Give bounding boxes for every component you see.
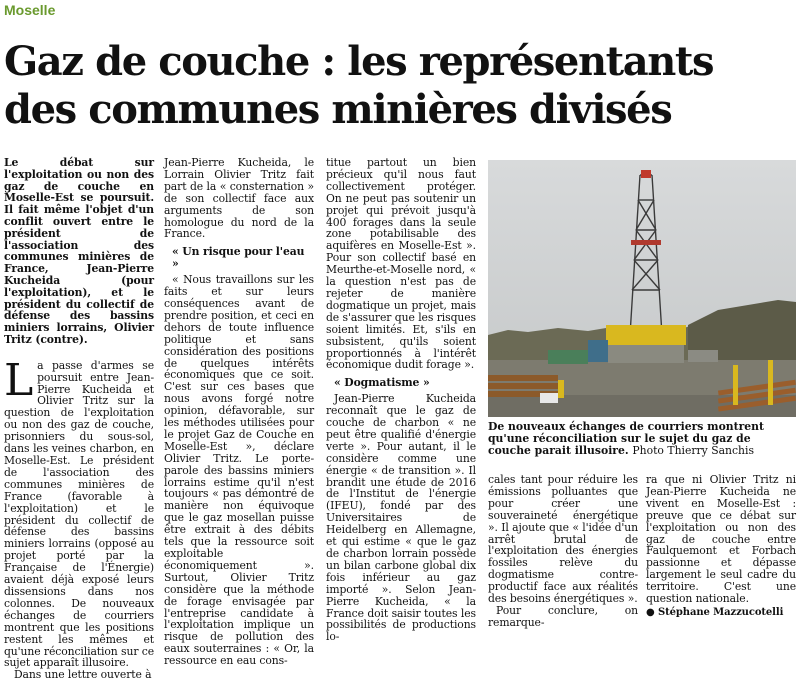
column-3 bbox=[326, 157, 476, 643]
lead-paragraph: Le débat sur l'exploitation ou non des gaz de couche en Moselle-Est se poursuit. Il fait même l'objet d'un conflit ouvert entre le président de l'association des communes minières de France, Jean-Pierre Kucheida (pour l'exploitation), et le président du collectif de défense des bassins miniers lorrains, Olivier Tritz (contre). bbox=[4, 156, 154, 346]
drilling-rig-photo bbox=[488, 160, 796, 417]
subhead-dogmatism: « Dogmatisme » bbox=[334, 376, 430, 390]
headline-line-2: des communes minières divisés bbox=[4, 86, 672, 133]
caption-text: De nouveaux échanges de courriers montrent qu'une réconciliation sur le sujet du gaz de couche parait illusoire. bbox=[488, 420, 765, 457]
subhead-water-risk: « Un risque pour l'eau » bbox=[172, 245, 305, 271]
col4-paragraph-1: cales tant pour réduire les émissions polluantes que pour créer une souveraineté énergétique ». Il ajoute que « l'idée d'un arrêt brutal de l'exploitation des énergies fossiles relève du dogmatisme contre-productif face aux réalités des besoins énergétiques ». bbox=[488, 473, 638, 606]
byline: ● Stéphane Mazzucotelli bbox=[646, 606, 784, 618]
drop-cap: L bbox=[4, 354, 34, 406]
col4-paragraph-2: Pour conclure, on remarque- bbox=[488, 603, 638, 629]
column-1 bbox=[4, 157, 154, 681]
headline-line-1: Gaz de couche : les représentants bbox=[4, 38, 714, 85]
col3-paragraph-1: titue partout un bien précieux qu'il nous faut collectivement protéger. On ne peut pas soutenir un projet qui prévoit jusqu'à 400 forages dans la seule zone potabilisable des aquifères en Moselle-Est ». Pour son collectif basé en Meurthe-et-Moselle nord, « la question n'est pas de rejeter de manière dogmatique un projet, mais de s'assurer que les risques soient limités. Et, s'ils en subsistent, qu'ils soient proportionnés à l'intérêt économique dudit forage ». bbox=[326, 156, 476, 372]
body-paragraph-1 bbox=[4, 354, 154, 670]
col2-paragraph-1: Jean-Pierre Kucheida, le Lorrain Olivier Tritz fait part de la « consternation » de son collectif face aux arguments de son homologue du nord de la France. bbox=[164, 156, 314, 241]
drilling-rig-illustration bbox=[488, 160, 796, 417]
body-paragraph-2: Dans une lettre ouverte à bbox=[14, 668, 152, 681]
col5-paragraph-1: ra que ni Olivier Tritz ni Jean-Pierre Kucheida ne vivent en Moselle-Est : preuve que ce débat sur l'exploitation ou non des gaz de couche entre Faulquemont et Forbach passionne et dépasse largement le seul cadre du territoire. C'est une question nationale. bbox=[646, 473, 796, 606]
photo-caption bbox=[488, 421, 796, 457]
col3-paragraph-2: Jean-Pierre Kucheida reconnaît que le gaz de couche de charbon « ne peut être qualifié d'énergie verte ». Pour autant, il le considère comme une énergie « de transition ». Il brandit une étude de 2016 de l'Institut de l'énergie (IFEU), fondé par des Universitaires de Heidelberg en Allemagne, et qui estime « que le gaz de charbon lorrain possède un bilan carbone global dix fois inférieur au gaz importé ». Selon Jean-Pierre Kucheida, « la France doit saisir toutes les possibilités de productions lo- bbox=[326, 392, 476, 644]
body-text-1: a passe d'armes se poursuit entre Jean-Pierre Kucheida et Olivier Tritz sur la question de l'exploitation ou non des gaz de couche, prisonniers du sous-sol, dans les veines charbon, en Moselle-Est. Le président de l'association des communes minières de France (favorable à l'exploitation) et le président du collectif de défense des bassins miniers lorrains (opposé au projet porté par la Française de l'Énergie) avaient déjà exposé leurs dissensions dans nos colonnes. De nouveaux échanges de courriers montrent que les positions restent les mêmes et qu'une réconciliation sur ce sujet apparaît illusoire. bbox=[4, 358, 154, 670]
column-4 bbox=[488, 474, 638, 629]
headline bbox=[4, 38, 796, 134]
col2-paragraph-2: « Nous travaillons sur les faits et sur leurs conséquences avant de prendre position, et ceci en dehors de toute influence politique et sans considération des positions de quelques intérêts économiques que ce soit. C'est sur ces bases que nous avons forgé notre opinion, défavorable, sur les méthodes utilisées pour le projet Gaz de Couche en Moselle-Est », déclare Olivier Tritz. Le porte-parole des bassins miniers lorrains estime qu'il n'est toujours « pas démontré de manière non équivoque que le gaz mosellan puisse être extrait à des débits tels que la ressource soit exploitable économiquement ». Surtout, Olivier Tritz considère que la méthode de forage envisagée par l'entreprise candidate à l'exploitation implique un risque de pollution des eaux souterraines : « Or, la ressource en eau cons- bbox=[164, 273, 314, 668]
section-rubric: Moselle bbox=[4, 2, 56, 18]
column-2 bbox=[164, 157, 314, 667]
column-5 bbox=[646, 474, 796, 619]
photo-credit: Photo Thierry Sanchis bbox=[632, 444, 754, 457]
